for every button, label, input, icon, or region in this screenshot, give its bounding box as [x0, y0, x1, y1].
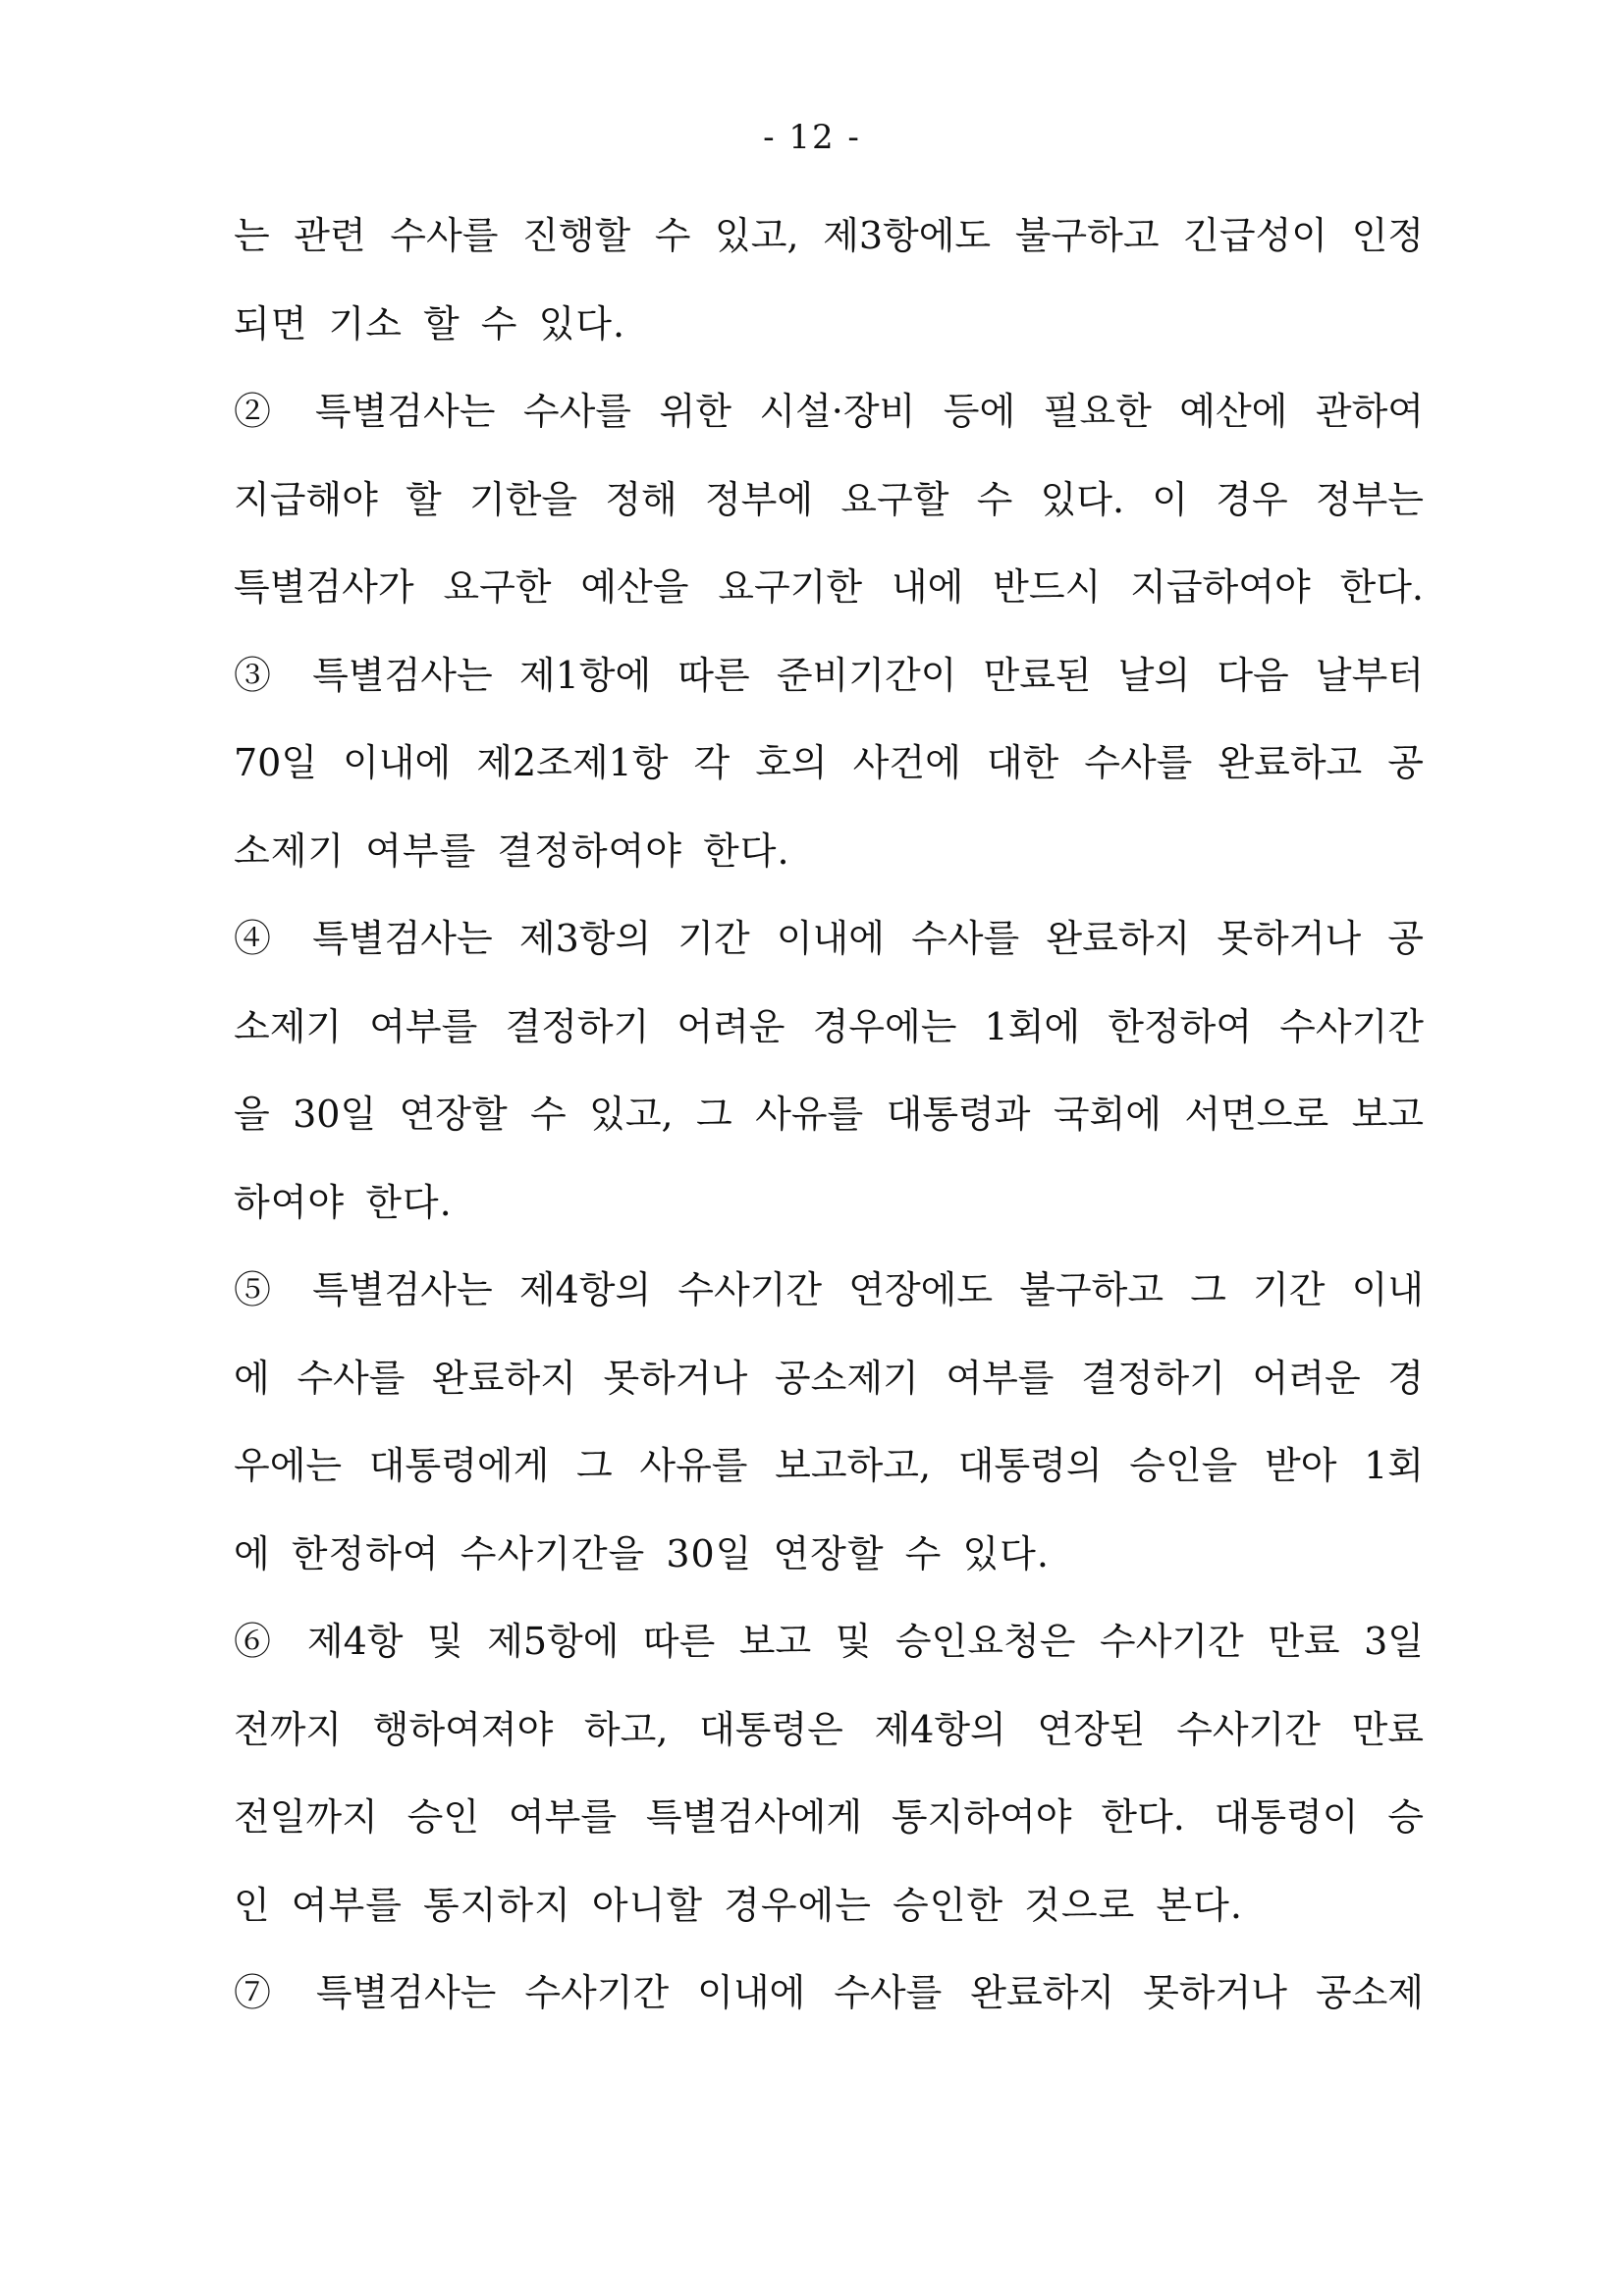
text-line: ⑥ 제4항 및 제5항에 따른 보고 및 승인요청은 수사기간 만료 3일 — [234, 1620, 1424, 1663]
text-line: 하여야 한다. — [234, 1180, 453, 1224]
body-text — [234, 201, 1424, 2047]
text-line: 전일까지 승인 여부를 특별검사에게 통지하여야 한다. 대통령이 승 — [234, 1795, 1424, 1839]
text-line: ④ 특별검사는 제3항의 기간 이내에 수사를 완료하지 못하거나 공 — [234, 917, 1424, 960]
text-line: ② 특별검사는 수사를 위한 시설·장비 등에 필요한 예산에 관하여 — [234, 390, 1424, 433]
text-line: 특별검사가 요구한 예산을 요구기한 내에 반드시 지급하여야 한다. — [234, 565, 1424, 609]
text-line: ⑦ 특별검사는 수사기간 이내에 수사를 완료하지 못하거나 공소제 — [234, 1971, 1424, 2014]
text-line: 되면 기소 할 수 있다. — [234, 301, 626, 346]
text-line: 을 30일 연장할 수 있고, 그 사유를 대통령과 국회에 서면으로 보고 — [234, 1093, 1424, 1136]
text-line: 전까지 행하여져야 하고, 대통령은 제4항의 연장된 수사기간 만료 — [234, 1707, 1424, 1751]
text-line: 우에는 대통령에게 그 사유를 보고하고, 대통령의 승인을 받아 1회 — [234, 1444, 1424, 1487]
text-line: 는 관련 수사를 진행할 수 있고, 제3항에도 불구하고 긴급성이 인정 — [234, 214, 1424, 257]
page-number: - 12 - — [763, 118, 861, 157]
text-line: 인 여부를 통지하지 아니할 경우에는 승인한 것으로 본다. — [234, 1883, 1243, 1927]
text-line: 에 한정하여 수사기간을 30일 연장할 수 있다. — [234, 1531, 1050, 1575]
text-line: 70일 이내에 제2조제1항 각 호의 사건에 대한 수사를 완료하고 공 — [234, 741, 1424, 784]
text-line: ③ 특별검사는 제1항에 따른 준비기간이 만료된 날의 다음 날부터 — [234, 653, 1424, 697]
text-line: 소제기 여부를 결정하여야 한다. — [234, 828, 790, 873]
text-line: 소제기 여부를 결정하기 어려운 경우에는 1회에 한정하여 수사기간 — [234, 1004, 1424, 1048]
text-line: 지급해야 할 기한을 정해 정부에 요구할 수 있다. 이 경우 정부는 — [234, 477, 1424, 521]
text-line: 에 수사를 완료하지 못하거나 공소제기 여부를 결정하기 어려운 경 — [234, 1356, 1424, 1400]
text-line: ⑤ 특별검사는 제4항의 수사기간 연장에도 불구하고 그 기간 이내 — [234, 1268, 1424, 1311]
